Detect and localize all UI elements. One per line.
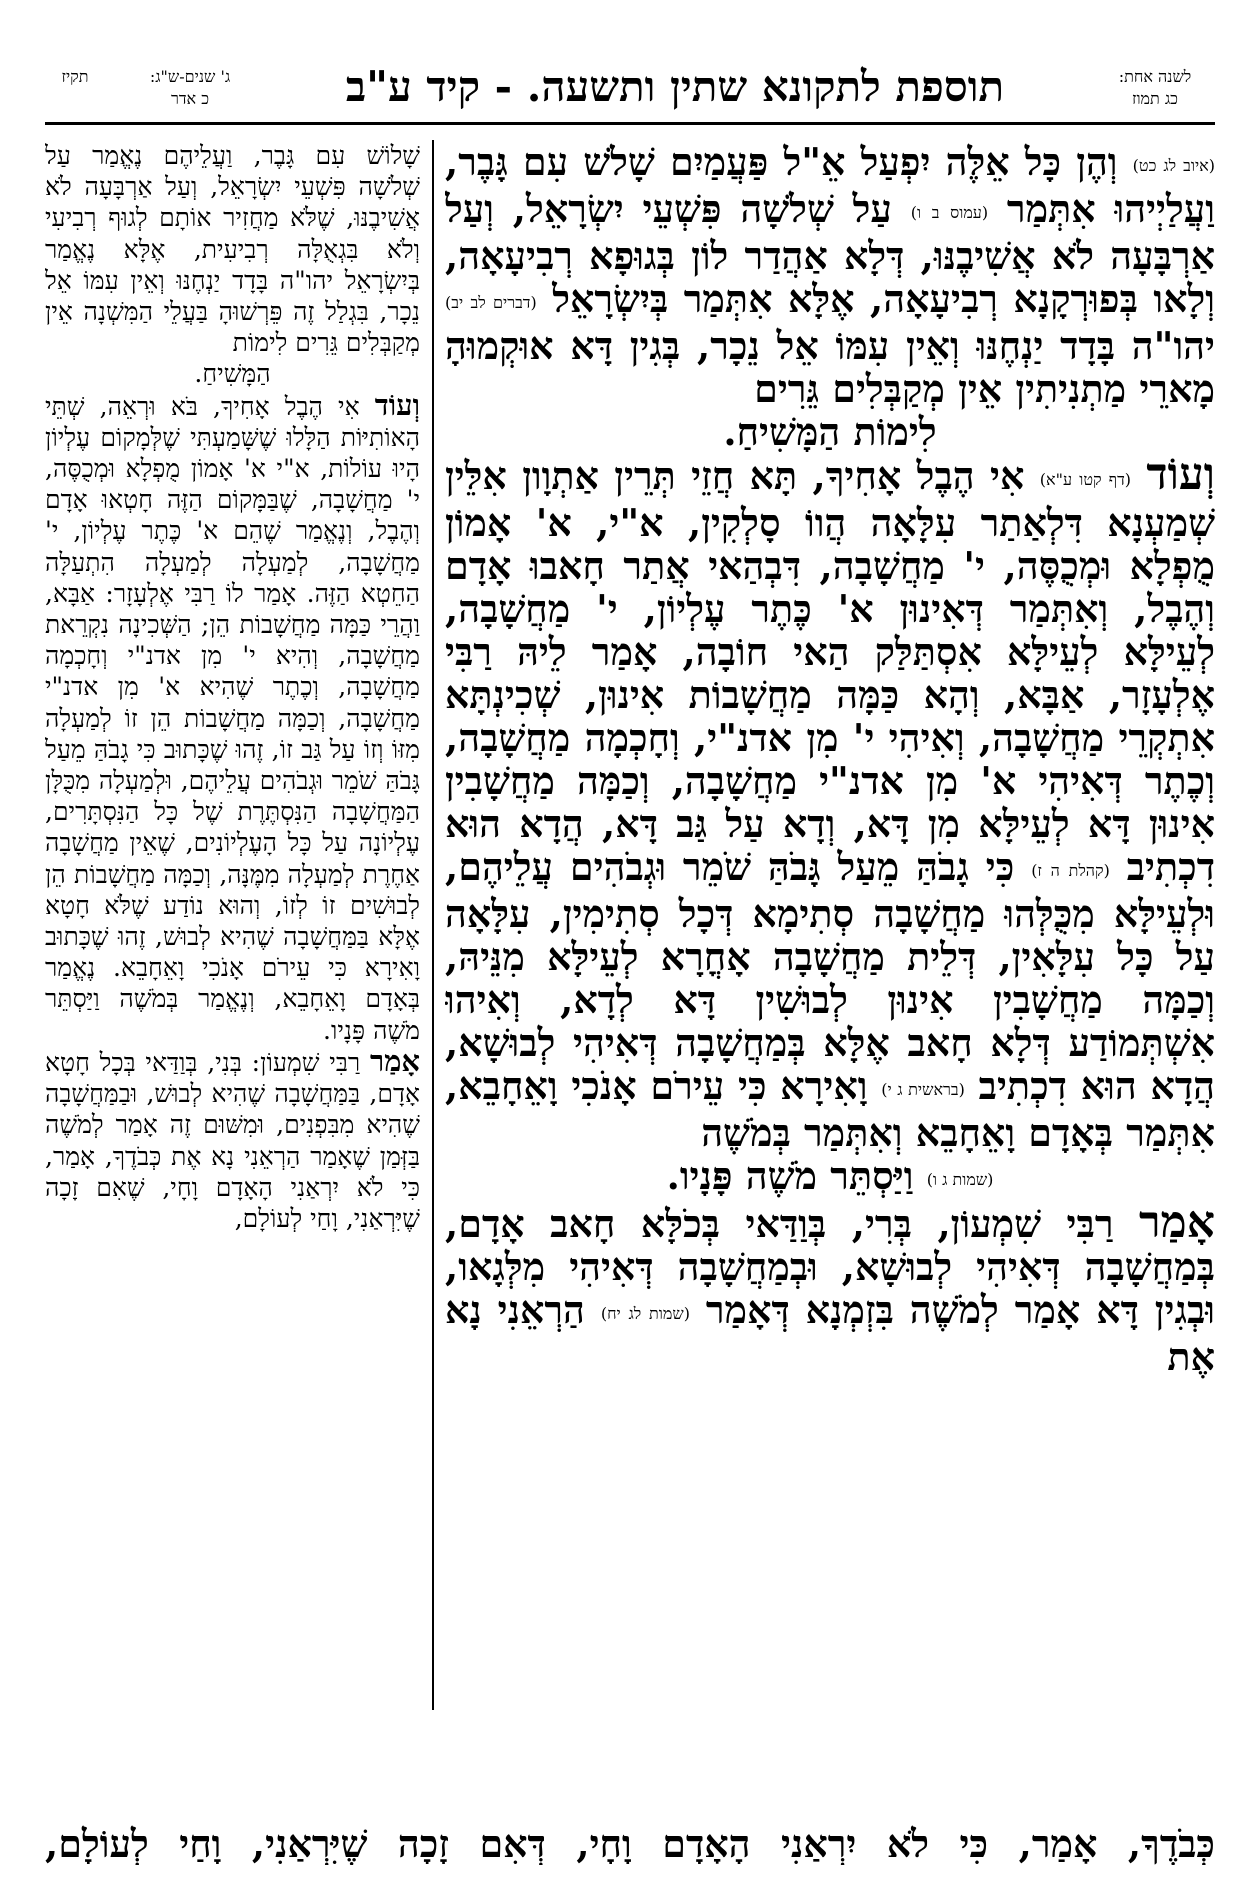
text-run: וְהֶן כָּל אֵלֶּה יִפְעַל אֵ"ל פַּעֲמַיִם שָׁלֹשׁ עִם גָּבֶר, וַעֲלַיְיהוּ אִתְּמַר <box>445 140 1215 231</box>
paragraph-lead-word: וְעוֹד <box>1146 449 1215 500</box>
page-header <box>45 52 1215 122</box>
page-title: תוספת לתקונא שתין ותשעה. - קיד ע"ב <box>345 62 1005 111</box>
paragraph-end <box>445 1154 1215 1201</box>
text-run: הַמָּשִׁיחַ. <box>194 359 271 389</box>
main-paragraph-2 <box>445 449 1215 1201</box>
verse-reference: (עמוס ב ו) <box>910 203 989 222</box>
schedule-label: לשנה אחת: <box>1118 67 1192 86</box>
main-paragraph-1 <box>445 140 1215 453</box>
text-run: לִימוֹת הַמָּשִׁיחַ. <box>723 409 937 454</box>
schedule-date: כג תמוז <box>1132 89 1178 108</box>
text-run: וַיַּסְתֵּר מֹשֶׁה פָּנָיו. <box>666 1153 914 1198</box>
text-run: וָאִירָא כִּי עֵירֹם אָנֹכִי וָאֵחָבֵא, אִתְּמַר בְּאָדָם וָאֵחָבֵא וְאִתְּמַר בְּמֹשֶׁה <box>445 1063 1215 1155</box>
text-run: רַבִּי שִׁמְעוֹן, בְּרִי, בְּוַדַּאי בְּכֹלָּא חָאב אָדָם, בְּמַחֲשָׁבָה דְּאִיהִי לְבוּשָׁא, וּבְמַחֲשָׁבָה דְּאִיהִי מִלְּגָאו, וּבְגִין דָּא אָמַר לְמֹשֶׁה בִּזְמְנָא דְּאָמַר <box>445 1201 1215 1332</box>
schedule-date: כ אדר <box>170 89 210 108</box>
main-paragraph-3 <box>445 1197 1215 1379</box>
verse-reference: (איוב לג כט) <box>1132 156 1215 175</box>
main-text-column <box>445 140 1215 1815</box>
verse-reference: (שמות ג ו) <box>926 1170 994 1189</box>
text-run: אִי הֶבֶל אָחִיךָ, בֹּא וּרְאֵה, שְׁתֵּי הָאוֹתִיּוֹת הַלָּלוּ שֶׁשָּׁמַעְתִּי שֶׁלְּמָקוֹם עֶלְיוֹן הָיוּ עוֹלוֹת, א"י א' אָמוֹן מֻפְלָא וּמְכֻסֶּה, י' מַחֲשָׁבָה, שֶׁבַּמָּקוֹם הַזֶּה חָטְאוּ אָדָם וְהֶבֶל, וְנֶאֱמַר שֶׁהֵם א' כֶּתֶר עֶלְיוֹן, י' מַחֲשָׁבָה, לְמַעְלָה לְמַעְלָה הִתְעַלָּה הַחֵטְא הַזֶּה. אָמַר לוֹ רַבִּי אֶלְעָזָר: אַבָּא, וַהֲרֵי כַּמָּה מַחֲשָׁבוֹת הֵן; הַשְּׁכִינָה נִקְרֵאת מַחֲשָׁבָה, וְהִיא י' מִן אדנ"י וְחָכְמָה מַחֲשָׁבָה, וְכֶתֶר שֶׁהִיא א' מִן אדנ"י מַחֲשָׁבָה, וְכַמָּה מַחֲשָׁבוֹת הֵן זוֹ לְמַעְלָה מִזּוֹ וְזוֹ עַל גַּב זוֹ, זֶהוּ שֶׁכָּתוּב כִּי גָבֹהַּ מֵעַל גָּבֹהַּ שֹׁמֵר וּגְבֹהִים עֲלֵיהֶם, וּלְמַעְלָה מִכֻּלָּן הַמַּחֲשָׁבָה הַנִּסְתֶּרֶת שֶׁל כָּל הַנִּסְתָּרִים, עֶלְיוֹנָה עַל כָּל הָעֶלְיוֹנִים, שֶׁאֵין מַחֲשָׁבָה אַחֶרֶת לְמַעְלָה מִמֶּנָּה, וְכַמָּה מַחֲשָׁבוֹת הֵן לְבוּשִׁים זוֹ לְזוֹ, וְהוּא נוֹדַע שֶׁלֹּא חָטָא אֶלָּא בַּמַּחֲשָׁבָה שֶׁהִיא לְבוּשׁ, זֶהוּ שֶׁכָּתוּב וָאִירָא כִּי עֵירֹם אָנֹכִי וָאֵחָבֵא. נֶאֱמַר בְּאָדָם וָאֵחָבֵא, וְנֶאֱמַר בְּמֹשֶׁה וַיַּסְתֵּר מֹשֶׁה פָּנָיו. <box>45 391 420 1045</box>
text-run: כִּי גָבֹהַּ מֵעַל גָּבֹהַּ שֹׁמֵר וּגְבֹהִים עֲלֵיהֶם, וּלְעֵילָּא מִכֻּלְּהוּ מַחֲשָׁבָה סְתִימָא דְּכָל סְתִימִין, עִלָּאָה עַל כָּל עִלָּאִין, דְּלֵית מַחֲשָׁבָה אָחֳרָא לְעֵילָּא מִנֵּיהּ, וְכַמָּה מַחֲשָׁבִין אִינוּן לְבוּשִׁין דָּא לְדָא, וְאִיהוּ אִשְׁתְּמוֹדַע דְּלָא חָאב אֶלָּא בְּמַחֲשָׁבָה דְּאִיהִי לְבוּשָׁא, הֲדָא הוּא דִכְתִיב <box>445 844 1215 1108</box>
translation-column <box>45 140 420 1705</box>
verse-reference: (שמות לג יח) <box>600 1304 690 1323</box>
schedule-label: ג' שנים-ש"ג: <box>149 67 231 86</box>
column-divider <box>432 140 434 1710</box>
verse-reference: (דברים לב יב) <box>445 293 537 312</box>
text-run: הַרְאֵנִי נָא אֶת <box>445 1287 1215 1379</box>
paragraph-lead-word: אָמַר <box>369 1043 420 1078</box>
text-run: עַל שְׁלֹשָׁה פִּשְׁעֵי יִשְׂרָאֵל, וְעַל אַרְבָּעָה לֹא אֲשִׁיבֶנּוּ, דְּלָא אַהֲדַר לוֹן בְּגוּפָא רְבִיעָאָה, וְלָאו בְּפוּרְקָנָא רְבִיעָאָה, אֶלָּא אִתְּמַר בְּיִשְׂרָאֵל <box>445 186 1215 321</box>
verse-reference: (קהלת ה ז) <box>1031 861 1110 880</box>
page-number: תקיז <box>61 67 89 86</box>
text-run: רַבִּי שִׁמְעוֹן: בְּנִי, בְּוַדַּאי בְּכָל חָטָא אָדָם, בַּמַּחֲשָׁבָה שֶׁהִיא לְבוּשׁ, וּבַמַּחֲשָׁבָה שֶׁהִיא מִבִּפְנִים, וּמִשּׁוּם זֶה אָמַר לְמֹשֶׁה בַּזְּמַן שֶׁאָמַר הַרְאֵנִי נָא אֶת כְּבֹדֶךָ, אָמַר, כִּי לֹא יִרְאַנִי הָאָדָם וָחָי, שֶׁאִם זָכָה שֶׁיִּרְאַנִי, וָחַי לְעוֹלָם, <box>45 1047 420 1233</box>
reading-schedule-three-years <box>115 66 265 110</box>
translation-paragraph-1 <box>45 140 420 390</box>
paragraph-lead-word: וְעוֹד <box>374 387 420 422</box>
text-run: יהו"ה בָּדָד יַנְחֶנּוּ וְאֵין עִמּוֹ אֵל נֵכָר, בְּגִין דָּא אוּקְמוּהָ מָארֵי מַתְנִיתִין אֵין מְקַבְּלִים גֵּרִים <box>445 323 1215 411</box>
text-run: שָׁלוֹשׁ עִם גָּבֶר, וַעֲלֵיהֶם נֶאֱמַר עַל שְׁלֹשָׁה פִּשְׁעֵי יִשְׂרָאֵל, וְעַל אַרְבָּעָה לֹא אֲשִׁיבֶנּוּ, שֶׁלֹּא מַחֲזִיר אוֹתָם לְגוּף רְבִיעִי וְלֹא בִּגְאֻלָּה רְבִיעִית, אֶלָּא נֶאֱמַר בְּיִשְׂרָאֵל יהו"ה בָּדָד יַנְחֶנּוּ וְאֵין עִמּוֹ אֵל נֵכָר, בִּגְלַל זֶה פֵּרְשׁוּהָ בַּעֲלֵי הַמִּשְׁנָה אֵין מְקַבְּלִים גֵּרִים לִימוֹת <box>45 141 420 358</box>
full-width-bottom-line: כְּבֹדֶךָ, אָמַר, כִּי לֹא יִרְאַנִי הָאָדָם וָחָי, דְּאִם זָכָה שֶׁיִּרְאַנִי, וָחַי לְעוֹלָם, <box>45 1822 1215 1865</box>
reading-schedule-one-year <box>1095 66 1215 110</box>
page-reference: (דף קטו ע"א) <box>1039 470 1132 489</box>
paragraph-lead-word: אָמַר <box>1139 1197 1215 1248</box>
translation-paragraph-3 <box>45 1043 420 1234</box>
text-run: אִי הֶבֶל אָחִיךָ, תָּא חֲזֵי תְּרֵין אַתְוָון אִלֵּין שְׁמַעְנָא דִּלְאַתַר עִלָּאָה הֲווֹ סָלְקִין, א"י, א' אָמוֹן מֻפְלָא וּמְכֻסֶּה, י' מַחֲשָׁבָה, דִּבְהַאי אֲתַר חָאבוּ אָדָם וְהֶבֶל, וְאִתְּמַר דְּאִינוּן א' כֶּתֶר עֶלְיוֹן, י' מַחֲשָׁבָה, לְעֵילָּא לְעֵילָּא אִסְתַּלַּק הַאי חוֹבָה, אָמַר לֵיהּ רַבִּי אֶלְעָזָר, אַבָּא, וְהָא כַּמָּה מַחֲשָׁבוֹת אִינוּן, שְׁכִינְתָּא אִתְקְרֵי מַחֲשָׁבָה, וְאִיהִי י' מִן אדנ"י, וְחָכְמָה מַחֲשָׁבָה, וְכֶתֶר דְּאִיהִי א' מִן אדנ"י מַחֲשָׁבָה, וְכַמָּה מַחֲשָׁבִין אִינוּן דָּא לְעֵילָּא מִן דָּא, וְדָא עַל גַּב דָּא, הֲדָא הוּא דִכְתִיב <box>445 453 1215 889</box>
verse-reference: (בראשית ג י) <box>881 1080 965 1099</box>
translation-paragraph-2 <box>45 387 420 1046</box>
header-rule <box>45 122 1215 125</box>
